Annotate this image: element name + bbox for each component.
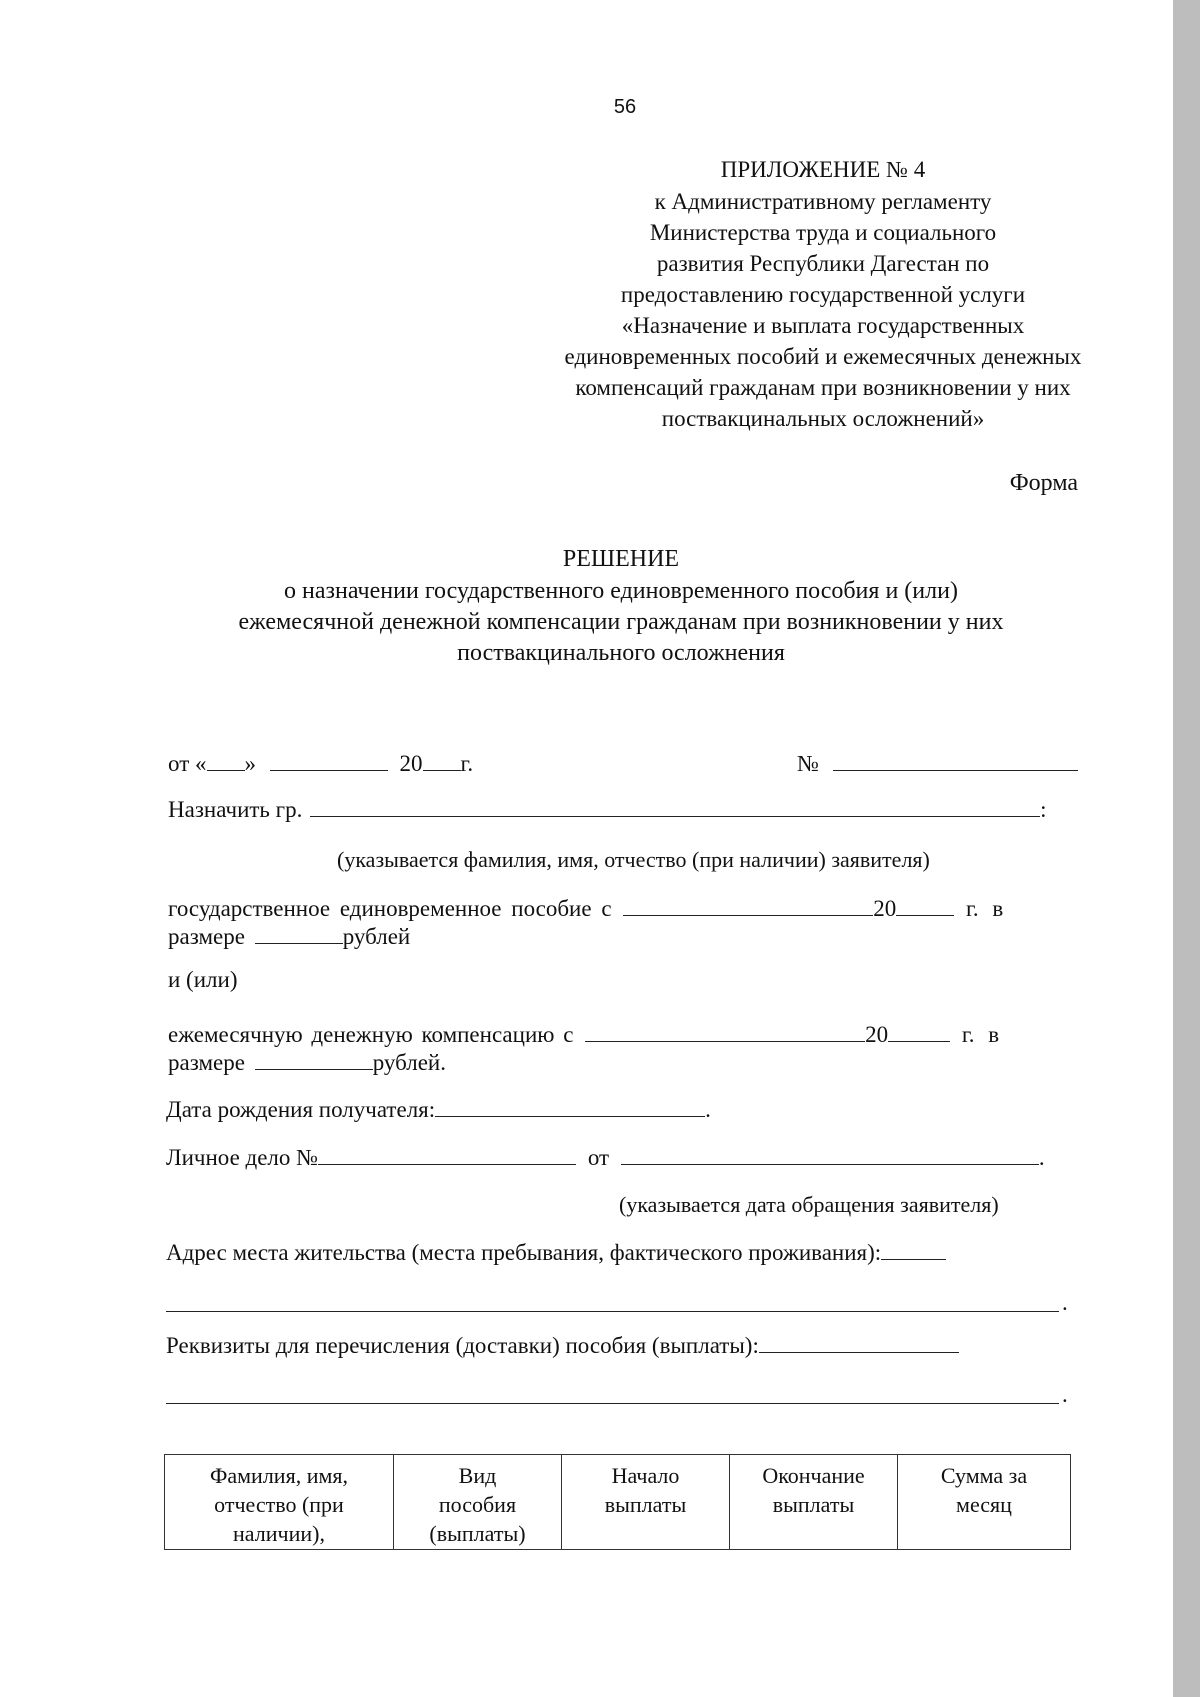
lump-sum-year-field[interactable]	[896, 893, 954, 916]
number-line	[797, 748, 1078, 777]
monthly-amount-label: размере	[168, 1050, 245, 1075]
personal-file-period: .	[1038, 1145, 1045, 1170]
header-full-name-line: наличии),	[233, 1521, 325, 1546]
personal-file-caption: (указывается дата обращения заявителя)	[619, 1192, 999, 1217]
appendix-line: единовременных пособий и ежемесячных денежных	[564, 344, 1082, 369]
birth-date-line	[166, 1094, 711, 1123]
header-payment-end	[730, 1455, 898, 1550]
year-suffix: г.	[460, 751, 474, 776]
appendix-line: предоставлению государственной услуги	[620, 282, 1026, 307]
monthly-amount-field[interactable]	[255, 1047, 373, 1070]
decision-subtitle-line: ежемесячной денежной компенсации гражданам при возникновении у них	[238, 609, 1004, 635]
lump-sum-amount-line	[168, 921, 410, 950]
lump-sum-year: 20	[873, 896, 897, 921]
appendix-line: «Назначение и выплата государственных	[621, 313, 1025, 338]
header-payment-end-line: выплаты	[772, 1492, 855, 1517]
year-field[interactable]	[423, 748, 461, 771]
header-payment-start-line: Начало	[611, 1463, 680, 1488]
header-monthly-sum-line: Сумма за	[940, 1463, 1028, 1488]
lump-sum-start-field[interactable]	[623, 893, 873, 916]
appendix-line: Министерства труда и социального	[649, 220, 997, 245]
personal-file-date-field[interactable]	[621, 1142, 1039, 1165]
requisites-field[interactable]	[759, 1330, 959, 1353]
requisites-period: .	[1062, 1382, 1068, 1407]
assign-label: Назначить гр.	[168, 797, 303, 822]
date-prefix: от «	[168, 751, 207, 776]
header-payment-end-line: Окончание	[762, 1463, 865, 1488]
birth-date-period: .	[705, 1097, 711, 1122]
amount-unit: рублей	[342, 924, 411, 949]
lump-sum-suffix: г. в	[966, 896, 1004, 921]
address-label: Адрес места жительства (места пребывания, фактического проживания):	[166, 1240, 882, 1265]
address-line	[166, 1237, 946, 1266]
assign-line	[168, 794, 1047, 823]
personal-file-number-field[interactable]	[318, 1142, 576, 1165]
header-full-name-line: отчество (при	[214, 1492, 344, 1517]
header-payment-start	[562, 1455, 730, 1550]
year-prefix: 20	[399, 751, 423, 776]
and-or: и (или)	[168, 967, 238, 992]
header-monthly-sum	[898, 1455, 1071, 1550]
date-line	[168, 748, 473, 777]
applicant-name-field[interactable]	[310, 794, 1040, 817]
requisites-label: Реквизиты для перечисления (доставки) пособия (выплаты):	[166, 1333, 759, 1358]
payment-table	[164, 1454, 1071, 1550]
month-field[interactable]	[270, 748, 388, 771]
monthly-text: ежемесячную денежную компенсацию с	[168, 1022, 574, 1047]
header-monthly-sum-line: месяц	[956, 1492, 1012, 1517]
birth-date-label: Дата рождения получателя:	[166, 1097, 436, 1122]
monthly-year: 20	[865, 1022, 889, 1047]
monthly-line	[168, 1019, 999, 1048]
address-period: .	[1062, 1290, 1068, 1315]
appendix-line: компенсаций гражданам при возникновении у них	[575, 375, 1071, 400]
decision-title: РЕШЕНИЕ	[562, 546, 680, 572]
lump-sum-text: государственное единовременное пособие с	[168, 896, 612, 921]
appendix-line: развития Республики Дагестан по	[656, 251, 990, 276]
header-benefit-type-line: Вид	[458, 1463, 497, 1488]
monthly-suffix: г. в	[961, 1022, 1000, 1047]
personal-file-label: Личное дело №	[166, 1145, 319, 1170]
number-label: №	[797, 751, 819, 776]
assign-end: :	[1040, 797, 1047, 822]
header-benefit-type-line: (выплаты)	[429, 1521, 526, 1546]
address-field[interactable]	[881, 1237, 946, 1260]
header-full-name-line: Фамилия, имя,	[209, 1463, 349, 1488]
decision-subtitle-line: поствакцинального осложнения	[457, 640, 785, 666]
appendix-line: поствакцинальных осложнений»	[661, 406, 985, 431]
header-benefit-type-line: пособия	[438, 1492, 517, 1517]
form-label: Форма	[1009, 470, 1078, 496]
personal-file-from: от	[587, 1145, 610, 1170]
lump-sum-amount-field[interactable]	[255, 921, 343, 944]
monthly-year-field[interactable]	[888, 1019, 950, 1042]
amount-label: размере	[168, 924, 245, 949]
monthly-amount-line	[168, 1047, 446, 1076]
header-full-name	[165, 1455, 394, 1550]
header-payment-start-line: выплаты	[604, 1492, 687, 1517]
address-field-line-2[interactable]	[166, 1311, 1059, 1312]
date-quote-close: »	[244, 751, 256, 776]
requisites-field-line-2[interactable]	[166, 1403, 1059, 1404]
page-number: 56	[613, 96, 637, 118]
appendix-line: к Административному регламенту	[654, 189, 992, 214]
decision-subtitle-line: о назначении государственного единовременного пособия и (или)	[284, 578, 958, 604]
personal-file-line	[166, 1142, 1045, 1171]
birth-date-field[interactable]	[435, 1094, 705, 1117]
appendix-title: ПРИЛОЖЕНИЕ № 4	[720, 157, 926, 182]
monthly-amount-unit: рублей.	[372, 1050, 446, 1075]
requisites-line	[166, 1330, 959, 1359]
assign-caption: (указывается фамилия, имя, отчество (при наличии) заявителя)	[337, 847, 930, 872]
number-field[interactable]	[833, 748, 1078, 771]
monthly-start-field[interactable]	[585, 1019, 865, 1042]
header-benefit-type	[394, 1455, 562, 1550]
day-field[interactable]	[207, 748, 245, 771]
lump-sum-line	[168, 893, 1003, 922]
payment-table-header-row	[165, 1455, 1071, 1550]
